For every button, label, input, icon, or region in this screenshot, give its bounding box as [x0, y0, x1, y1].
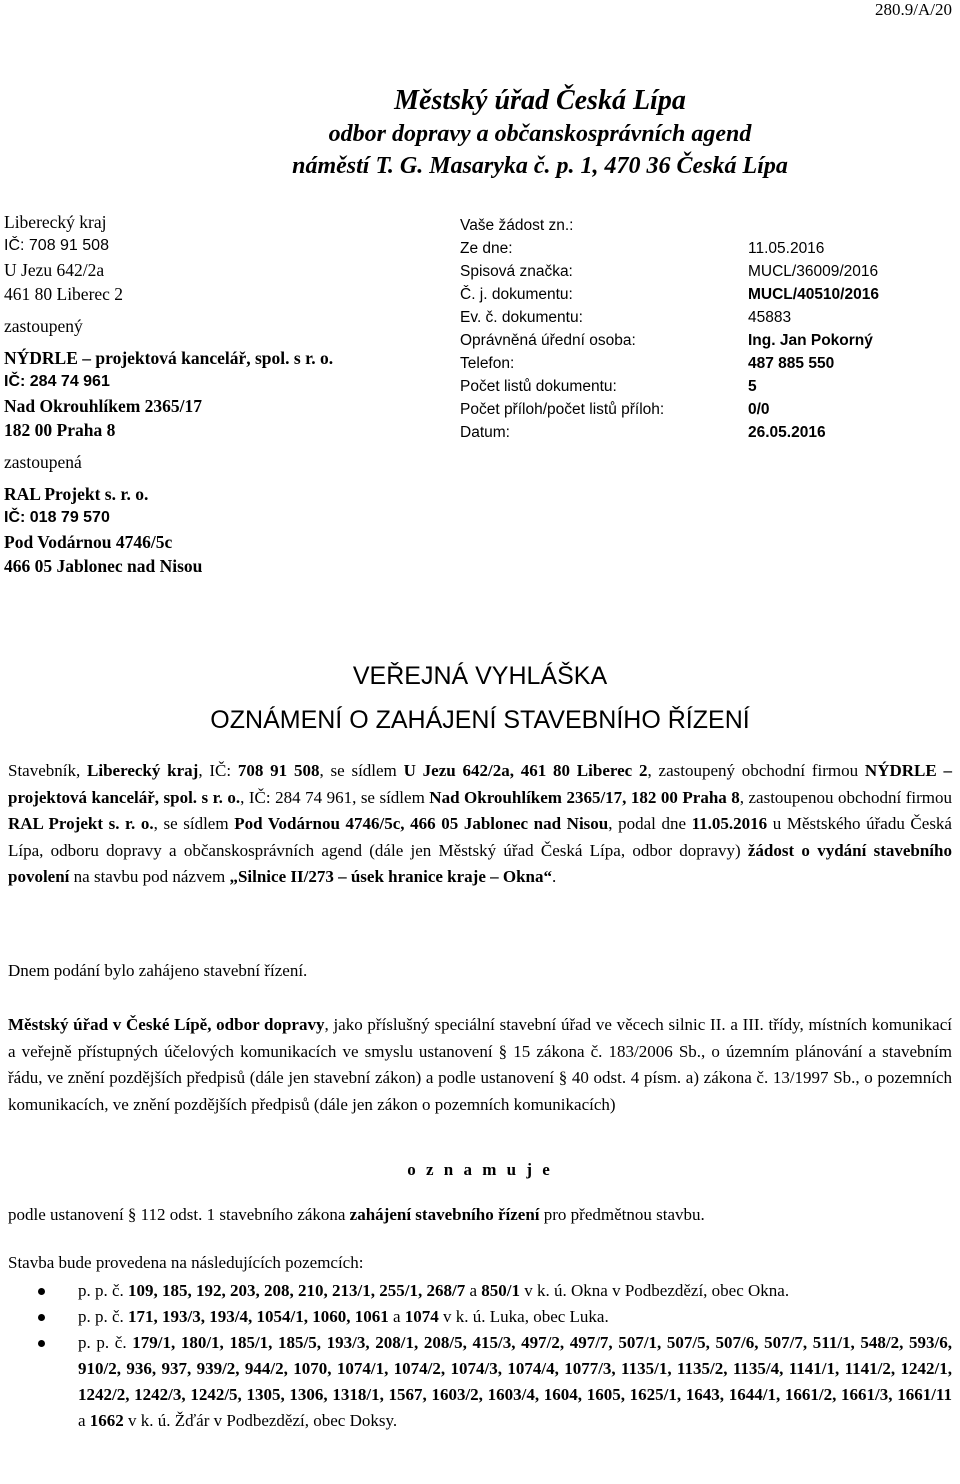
meta-label: Č. j. dokumentu:	[460, 286, 573, 303]
recipient-name: Liberecký kraj	[4, 212, 107, 232]
meta-label: Vaše žádost zn.:	[460, 217, 574, 234]
meta-row	[460, 375, 879, 398]
meta-value: 0/0	[748, 401, 770, 418]
office-header	[0, 84, 960, 182]
recipient-city: 461 80 Liberec 2	[4, 284, 124, 304]
meta-value: Ing. Jan Pokorný	[748, 332, 873, 349]
list-item: p. p. č. 171, 193/3, 193/4, 1054/1, 1060, 1061 a 1074 v k. ú. Luka, obec Luka.	[8, 1304, 952, 1330]
meta-row	[460, 214, 879, 237]
meta-label: Oprávněná úřední osoba:	[460, 332, 636, 349]
list-item: p. p. č. 109, 185, 192, 203, 208, 210, 213/1, 255/1, 268/7 a 850/1 v k. ú. Okna v Podbezdězí, obec Okna.	[8, 1278, 952, 1304]
meta-value: 487 885 550	[748, 355, 835, 372]
agent-city: 182 00 Praha 8	[4, 420, 116, 440]
paragraph-start: Dnem podání bylo zahájeno stavební řízení.	[8, 961, 308, 980]
meta-value: 11.05.2016	[748, 240, 825, 257]
paragraph-applicant: Stavebník, Liberecký kraj, IČ: 708 91 508, se sídlem U Jezu 642/2a, 461 80 Liberec 2, zastoupený obchodní firmou NÝDRLE – projektová kancelář, spol. s r. o., IČ: 284 74 961, se sídlem Nad Okrouhlíkem 2365/17, 182 00 Praha 8, zastoupenou obchodní firmou RAL Projekt s. r. o., se sídlem Pod Vodárnou 4746/5c, 466 05 Jablonec nad Nisou, podal dne 11.05.2016 u Městského úřadu Česká Lípa, odboru dopravy a občanskosprávních agend (dále jen Městský úřad Česká Lípa, odbor dopravy) žádost o vydání stavebního povolení na stavbu pod názvem „Silnice II/273 – úsek hranice kraje – Okna“.	[8, 761, 952, 886]
meta-row	[460, 283, 879, 306]
reference-number: 280.9/A/20	[875, 0, 952, 19]
paragraph-parcels-intro: Stavba bude provedena na následujících pozemcích:	[8, 1253, 364, 1272]
sub-agent-city: 466 05 Jablonec nad Nisou	[4, 556, 203, 576]
recipient-address	[4, 210, 424, 578]
list-item: p. p. č. 179/1, 180/1, 185/1, 185/5, 193/3, 208/1, 208/5, 415/3, 497/2, 497/7, 507/1, 507/5, 507/6, 507/7, 511/1, 548/2, 593/6, 910/2, 936, 937, 939/2, 944/2, 1070, 1074/1, 1074/2, 1074/3, 1074/4, 1077/3, 1135/1, 1135/2, 1135/4, 1141/1, 1141/2, 1242/1, 1242/2, 1242/3, 1242/5, 1305, 1306, 1318/1, 1567, 1603/2, 1603/4, 1604, 1605, 1625/1, 1643, 1644/1, 1661/2, 1661/3, 1661/11 a 1662 v k. ú. Žďár v Podbezdězí, obec Doksy.	[8, 1330, 952, 1434]
meta-row	[460, 329, 879, 352]
office-name: Městský úřad Česká Lípa	[394, 85, 686, 116]
meta-label: Telefon:	[460, 355, 515, 372]
meta-row	[460, 260, 879, 283]
meta-label: Datum:	[460, 424, 510, 441]
document-subtitle: OZNÁMENÍ O ZAHÁJENÍ STAVEBNÍHO ŘÍZENÍ	[210, 706, 750, 734]
document-metadata	[460, 214, 879, 444]
sub-agent-name: RAL Projekt s. r. o.	[4, 484, 149, 504]
meta-row	[460, 237, 879, 260]
meta-value: 26.05.2016	[748, 424, 826, 441]
meta-value: 5	[748, 378, 757, 395]
represented-label-2: zastoupená	[4, 452, 82, 472]
represented-label: zastoupený	[4, 316, 83, 336]
meta-row	[460, 306, 879, 329]
recipient-ic: IČ: 708 91 508	[4, 237, 109, 254]
agent-name: NÝDRLE – projektová kancelář, spol. s r. o.	[4, 348, 334, 368]
meta-label: Ze dne:	[460, 240, 513, 257]
paragraph-authority: Městský úřad v České Lípě, odbor dopravy, jako příslušný speciální stavební úřad ve věcech silnic II. a III. třídy, místních komunikací a veřejně přístupných účelových komunikacích ve smyslu ustanovení § 15 zákona č. 183/2006 Sb., o územním plánování a stavebním řádu, ve znění pozdějších předpisů (dále jen stavební zákon) a podle ustanovení § 40 odst. 4 písm. a) zákona č. 13/1997 Sb., o pozemních komunikacích, ve znění pozdějších předpisů (dále jen zákon o pozemních komunikacích)	[8, 1015, 952, 1114]
recipient-street: U Jezu 642/2a	[4, 260, 105, 280]
meta-value: MUCL/40510/2016	[748, 286, 879, 303]
document-title: VEŘEJNÁ VYHLÁŠKA	[352, 662, 608, 690]
office-address: náměstí T. G. Masaryka č. p. 1, 470 36 Česká Lípa	[292, 153, 788, 179]
agent-street: Nad Okrouhlíkem 2365/17	[4, 396, 203, 416]
meta-label: Ev. č. dokumentu:	[460, 309, 583, 326]
meta-label: Počet listů dokumentu:	[460, 378, 617, 395]
agent-ic: IČ: 284 74 961	[4, 373, 110, 390]
meta-label: Počet příloh/počet listů příloh:	[460, 401, 665, 418]
paragraph-announcement: podle ustanovení § 112 odst. 1 stavebního zákona zahájení stavebního řízení pro předmětnou stavbu.	[8, 1205, 705, 1224]
meta-label: Spisová značka:	[460, 263, 573, 280]
bullet-icon	[38, 1314, 45, 1321]
office-department: odbor dopravy a občanskosprávních agend	[328, 121, 752, 147]
bullet-icon	[38, 1340, 45, 1347]
bullet-icon	[38, 1288, 45, 1295]
meta-row	[460, 352, 879, 375]
sub-agent-street: Pod Vodárnou 4746/5c	[4, 532, 173, 552]
announcement-heading: o z n a m u j e	[407, 1160, 553, 1179]
parcel-list	[8, 1278, 952, 1434]
meta-row	[460, 421, 879, 444]
meta-value: 45883	[748, 309, 792, 326]
sub-agent-ic: IČ: 018 79 570	[4, 509, 110, 526]
meta-value: MUCL/36009/2016	[748, 263, 879, 280]
meta-row	[460, 398, 879, 421]
